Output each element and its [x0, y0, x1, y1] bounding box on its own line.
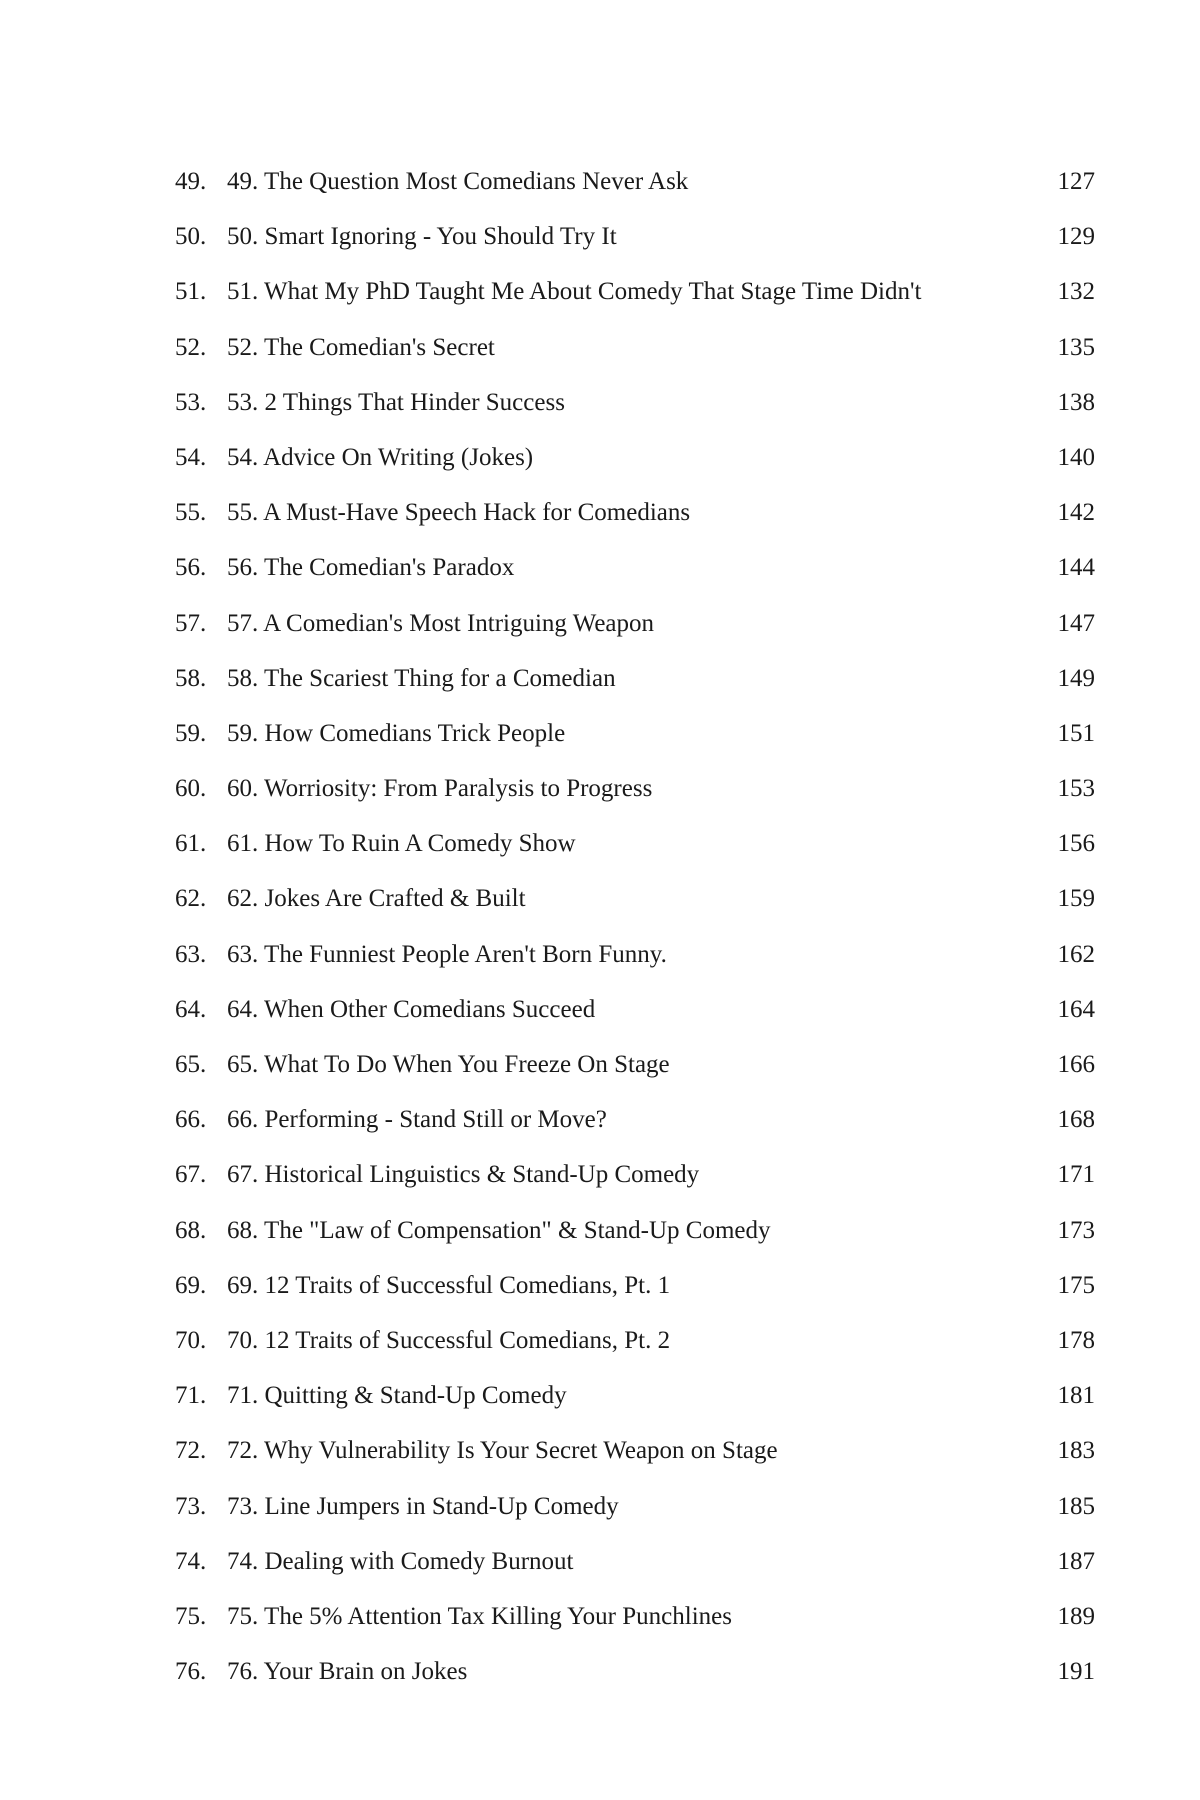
toc-entry[interactable]	[175, 609, 1095, 664]
toc-entry-page: 151	[1057, 719, 1095, 747]
toc-entry[interactable]	[175, 1326, 1095, 1381]
toc-entry-number: 58.	[175, 664, 207, 692]
toc-entry-page: 185	[1057, 1492, 1095, 1520]
toc-entry-page: 166	[1057, 1051, 1095, 1078]
toc-entry-number: 63.	[175, 940, 207, 968]
toc-entry-page: 164	[1057, 995, 1095, 1023]
toc-entry-number: 68.	[175, 1216, 207, 1244]
toc-entry-title: 57. A Comedian's Most Intriguing Weapon	[227, 609, 655, 637]
toc-entry-page: 162	[1057, 940, 1095, 968]
toc-entry[interactable]	[175, 277, 1095, 332]
toc-entry-title: 53. 2 Things That Hinder Success	[227, 388, 565, 416]
toc-entry-number: 55.	[175, 499, 207, 527]
toc-entry[interactable]	[175, 1547, 1095, 1602]
toc-entry-number: 71.	[175, 1382, 207, 1410]
toc-entry-number: 67.	[175, 1161, 207, 1189]
toc-entry-title: 76. Your Brain on Jokes	[227, 1658, 468, 1686]
toc-entry-page: 156	[1057, 830, 1095, 858]
toc-entry-number: 51.	[175, 278, 207, 306]
toc-entry-page: 189	[1057, 1602, 1095, 1630]
toc-entry-page: 144	[1057, 554, 1095, 582]
toc-entry-page: 138	[1057, 388, 1095, 416]
toc-entry-number: 62.	[175, 885, 207, 913]
toc-entry-page: 187	[1057, 1547, 1095, 1575]
toc-entry-title: 74. Dealing with Comedy Burnout	[227, 1547, 574, 1575]
toc-entry-title: 62. Jokes Are Crafted & Built	[227, 885, 526, 913]
toc-entry-page: 140	[1057, 443, 1095, 471]
toc-entry[interactable]	[175, 388, 1095, 443]
toc-entry[interactable]	[175, 498, 1095, 553]
toc-entry-number: 74.	[175, 1547, 207, 1575]
toc-entry-page: 191	[1057, 1658, 1095, 1686]
toc-entry-number: 75.	[175, 1602, 207, 1630]
toc-entry[interactable]	[175, 1381, 1095, 1436]
toc-entry[interactable]	[175, 940, 1095, 995]
toc-entry-number: 70.	[175, 1326, 207, 1354]
toc-entry-page: 132	[1057, 278, 1095, 306]
toc-entry-title: 63. The Funniest People Aren't Born Funny.	[227, 940, 667, 968]
toc-entry-title: 66. Performing - Stand Still or Move?	[227, 1106, 607, 1134]
table-of-contents	[175, 167, 1095, 1712]
toc-entry[interactable]	[175, 1436, 1095, 1491]
toc-entry-number: 64.	[175, 995, 207, 1023]
toc-entry-title: 54. Advice On Writing (Jokes)	[227, 443, 534, 471]
toc-entry-page: 181	[1057, 1382, 1095, 1410]
toc-entry-number: 56.	[175, 554, 207, 582]
toc-entry-title: 49. The Question Most Comedians Never Ask	[227, 168, 689, 195]
toc-entry-title: 58. The Scariest Thing for a Comedian	[227, 664, 616, 692]
toc-entry[interactable]	[175, 995, 1095, 1050]
toc-entry[interactable]	[175, 1105, 1095, 1160]
toc-entry-title: 61. How To Ruin A Comedy Show	[227, 830, 576, 858]
toc-entry-title: 56. The Comedian's Paradox	[227, 554, 515, 582]
toc-entry-page: 178	[1057, 1326, 1095, 1354]
toc-entry-title: 68. The "Law of Compensation" & Stand-Up Comedy	[227, 1216, 771, 1244]
toc-entry-page: 159	[1057, 885, 1095, 913]
toc-entry-number: 57.	[175, 609, 207, 637]
toc-entry-title: 52. The Comedian's Secret	[227, 333, 495, 361]
toc-entry[interactable]	[175, 222, 1095, 277]
toc-entry-number: 49.	[175, 168, 207, 195]
toc-entry-page: 173	[1057, 1216, 1095, 1244]
toc-entry[interactable]	[175, 774, 1095, 829]
toc-entry-number: 69.	[175, 1271, 207, 1299]
toc-entry-title: 72. Why Vulnerability Is Your Secret Weapon on Stage	[227, 1437, 778, 1465]
toc-entry[interactable]	[175, 167, 1095, 222]
toc-entry[interactable]	[175, 553, 1095, 608]
toc-entry[interactable]	[175, 443, 1095, 498]
toc-entry-page: 149	[1057, 664, 1095, 692]
toc-entry-page: 142	[1057, 499, 1095, 527]
toc-entry-number: 66.	[175, 1106, 207, 1134]
toc-entry-number: 76.	[175, 1658, 207, 1686]
toc-entry-page: 153	[1057, 775, 1095, 803]
toc-entry-title: 59. How Comedians Trick People	[227, 719, 566, 747]
toc-entry-title: 50. Smart Ignoring - You Should Try It	[227, 223, 617, 251]
toc-entry-number: 72.	[175, 1437, 207, 1465]
toc-entry-title: 67. Historical Linguistics & Stand-Up Comedy	[227, 1161, 700, 1189]
toc-entry[interactable]	[175, 1216, 1095, 1271]
toc-entry[interactable]	[175, 664, 1095, 719]
toc-entry-title: 69. 12 Traits of Successful Comedians, Pt. 1	[227, 1271, 671, 1299]
toc-entry-number: 60.	[175, 775, 207, 803]
toc-entry-number: 59.	[175, 719, 207, 747]
toc-entry-page: 147	[1057, 609, 1095, 637]
toc-entry-title: 64. When Other Comedians Succeed	[227, 995, 596, 1023]
toc-entry-title: 71. Quitting & Stand-Up Comedy	[227, 1382, 567, 1410]
toc-entry[interactable]	[175, 1657, 1095, 1712]
toc-entry-number: 65.	[175, 1051, 207, 1078]
toc-entry-page: 135	[1057, 333, 1095, 361]
toc-entry-number: 54.	[175, 443, 207, 471]
toc-entry-title: 70. 12 Traits of Successful Comedians, Pt. 2	[227, 1326, 671, 1354]
toc-entry-number: 50.	[175, 223, 207, 251]
toc-entry-title: 73. Line Jumpers in Stand-Up Comedy	[227, 1492, 619, 1520]
toc-entry[interactable]	[175, 719, 1095, 774]
toc-entry-page: 183	[1057, 1437, 1095, 1465]
toc-entry-page: 129	[1057, 223, 1095, 251]
toc-entry-title: 55. A Must-Have Speech Hack for Comedians	[227, 499, 691, 527]
toc-entry-page: 127	[1057, 168, 1095, 195]
toc-entry-page: 171	[1057, 1161, 1095, 1189]
toc-entry-number: 73.	[175, 1492, 207, 1520]
toc-entry[interactable]	[175, 1492, 1095, 1547]
toc-entry-title: 60. Worriosity: From Paralysis to Progress	[227, 775, 653, 803]
toc-entry-number: 52.	[175, 333, 207, 361]
toc-entry-number: 53.	[175, 388, 207, 416]
toc-entry-page: 168	[1057, 1106, 1095, 1134]
toc-entry[interactable]	[175, 1160, 1095, 1215]
toc-entry-page: 175	[1057, 1271, 1095, 1299]
toc-entry[interactable]	[175, 884, 1095, 939]
toc-entry[interactable]	[175, 1271, 1095, 1326]
toc-entry[interactable]	[175, 333, 1095, 388]
toc-entry-title: 75. The 5% Attention Tax Killing Your Punchlines	[227, 1602, 732, 1630]
toc-entry-title: 65. What To Do When You Freeze On Stage	[227, 1051, 670, 1078]
toc-entry[interactable]	[175, 1602, 1095, 1657]
toc-entry[interactable]	[175, 829, 1095, 884]
toc-entry-title: 51. What My PhD Taught Me About Comedy That Stage Time Didn't	[227, 278, 922, 306]
toc-entry-number: 61.	[175, 830, 207, 858]
toc-entry[interactable]	[175, 1050, 1095, 1105]
